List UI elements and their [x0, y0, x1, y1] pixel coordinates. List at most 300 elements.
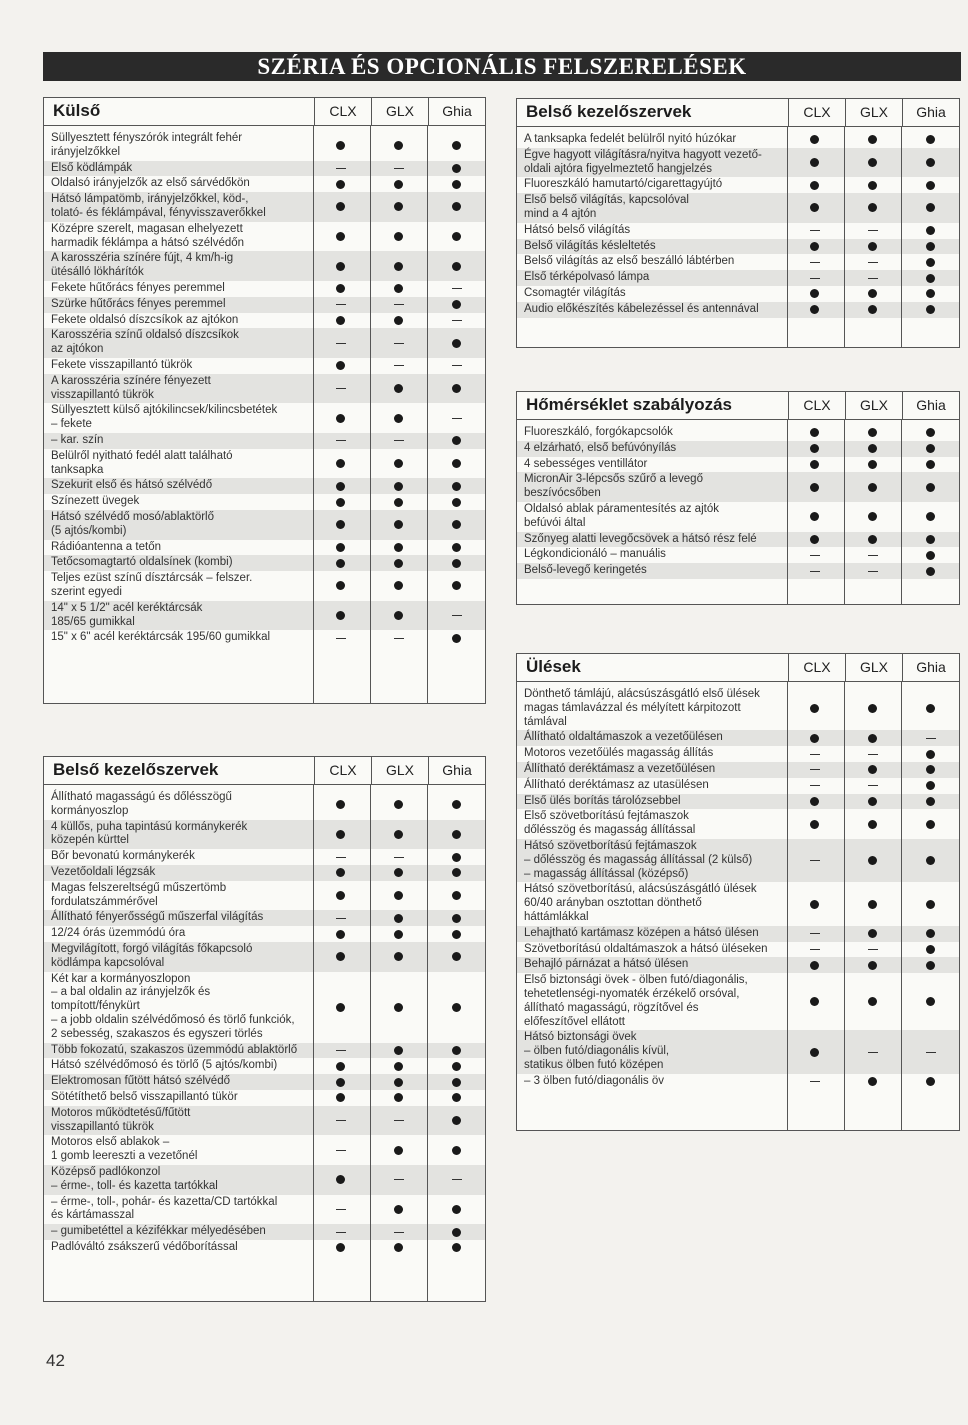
availability-cell — [427, 374, 485, 404]
availability-cell — [427, 358, 485, 374]
standard-dot-icon — [810, 242, 819, 251]
not-available-dash-icon — [810, 278, 820, 279]
table-row — [517, 193, 959, 223]
feature-label: – kar. szín — [51, 433, 104, 446]
table-row — [44, 910, 485, 926]
availability-cell — [901, 794, 959, 810]
standard-dot-icon — [452, 384, 461, 393]
not-available-dash-icon — [868, 230, 878, 231]
standard-dot-icon — [336, 891, 345, 900]
availability-cell — [427, 1074, 485, 1090]
availability-cell — [311, 192, 369, 222]
table-row — [517, 687, 959, 730]
standard-dot-icon — [336, 498, 345, 507]
standard-dot-icon — [452, 482, 461, 491]
table-row — [517, 532, 959, 548]
table-row — [44, 926, 485, 942]
availability-cell — [901, 223, 959, 239]
table-row — [44, 601, 485, 631]
table-row — [517, 148, 959, 178]
standard-dot-icon — [452, 1093, 461, 1102]
standard-dot-icon — [810, 444, 819, 453]
feature-label: Égve hagyott világításra/nyitva hagyott vezető- oldali ajtóra figyelmeztető hangjelzés — [524, 148, 762, 175]
availability-cell — [843, 687, 901, 730]
availability-cell — [785, 177, 843, 193]
table-body — [517, 420, 959, 579]
standard-dot-icon — [868, 460, 877, 469]
feature-label: Audio előkészítés kábelezéssel és antennával — [524, 302, 759, 315]
not-available-dash-icon — [810, 785, 820, 786]
availability-cell — [901, 547, 959, 563]
column-header: Ghia — [902, 392, 959, 419]
table-row — [517, 794, 959, 810]
table-row — [517, 286, 959, 302]
availability-cell — [311, 281, 369, 297]
availability-cell — [901, 926, 959, 942]
standard-dot-icon — [452, 141, 461, 150]
table-row — [44, 358, 485, 374]
availability-cell — [427, 1043, 485, 1059]
availability-cell — [901, 942, 959, 958]
table-title: Külső — [53, 101, 101, 120]
feature-label: Légkondicionáló – manuális — [524, 548, 666, 561]
table-row — [517, 746, 959, 762]
availability-cell — [427, 1224, 485, 1240]
availability-cell — [311, 910, 369, 926]
standard-dot-icon — [452, 180, 461, 189]
not-available-dash-icon — [810, 949, 820, 950]
table-row — [517, 132, 959, 148]
table-row — [517, 254, 959, 270]
standard-dot-icon — [394, 202, 403, 211]
standard-dot-icon — [336, 482, 345, 491]
standard-dot-icon — [926, 274, 935, 283]
standard-dot-icon — [810, 483, 819, 492]
standard-dot-icon — [452, 459, 461, 468]
standard-dot-icon — [452, 914, 461, 923]
standard-dot-icon — [452, 1243, 461, 1252]
standard-dot-icon — [926, 997, 935, 1006]
feature-label: Hátsó lámpatömb, irányjelzőkkel, köd-, tolató- és féklámpával, fényvisszaverőkkel — [51, 193, 266, 219]
column-header: CLX — [788, 654, 845, 681]
table-row — [44, 374, 485, 404]
standard-dot-icon — [394, 498, 403, 507]
availability-cell — [843, 254, 901, 270]
table-row — [517, 223, 959, 239]
table-row — [44, 630, 485, 646]
standard-dot-icon — [336, 202, 345, 211]
availability-cell — [369, 403, 427, 433]
standard-dot-icon — [810, 1048, 819, 1057]
column-divider — [787, 681, 788, 1130]
feature-label: Első ülés borítás tárolózsebbel — [524, 794, 681, 807]
availability-cell — [369, 601, 427, 631]
availability-cell — [901, 762, 959, 778]
availability-cell — [427, 192, 485, 222]
availability-cell — [311, 1090, 369, 1106]
availability-cell — [369, 251, 427, 281]
not-available-dash-icon — [810, 933, 820, 934]
table-row — [44, 510, 485, 540]
availability-cell — [843, 926, 901, 942]
standard-dot-icon — [810, 797, 819, 806]
standard-dot-icon — [452, 232, 461, 241]
feature-label: – gumibetéttel a kézifékkar mélyedésében — [51, 1225, 266, 1238]
table-row — [517, 839, 959, 882]
table-row — [44, 313, 485, 329]
feature-label: Hátsó szövetborítású fejtámaszok – dőlésszög és magasság állítással (2 külső) – magasság állítással (középső) — [524, 839, 753, 880]
standard-dot-icon — [810, 305, 819, 314]
availability-cell — [369, 942, 427, 972]
availability-cell — [843, 730, 901, 746]
not-available-dash-icon — [868, 785, 878, 786]
standard-dot-icon — [868, 820, 877, 829]
standard-dot-icon — [868, 203, 877, 212]
availability-cell — [901, 472, 959, 502]
column-header: GLX — [845, 654, 902, 681]
not-available-dash-icon — [394, 440, 404, 441]
column-header: CLX — [788, 392, 845, 419]
feature-label: Első térképolvasó lámpa — [524, 271, 650, 284]
standard-dot-icon — [452, 1003, 461, 1012]
standard-dot-icon — [336, 520, 345, 529]
feature-label: Fekete visszapillantó tükrök — [51, 358, 193, 371]
standard-dot-icon — [452, 543, 461, 552]
table-row — [517, 563, 959, 579]
availability-cell — [785, 973, 843, 1030]
not-available-dash-icon — [394, 1232, 404, 1233]
availability-cell — [843, 502, 901, 532]
standard-dot-icon — [452, 1062, 461, 1071]
standard-dot-icon — [868, 900, 877, 909]
feature-label: Csomagtér világítás — [524, 286, 626, 299]
availability-cell — [369, 131, 427, 161]
not-available-dash-icon — [810, 555, 820, 556]
table-header — [517, 654, 959, 682]
feature-label: Első szövetborítású fejtámaszok dőlésszög és magasság állítással — [524, 810, 696, 837]
feature-label: Állítható deréktámasz az utasülésen — [524, 778, 709, 791]
availability-cell — [785, 794, 843, 810]
availability-cell — [427, 942, 485, 972]
feature-label: Két kar a kormányoszlopon – a bal oldalin az irányjelzők és tompított/fénykürt – a jobb oldalin szélvédőmosó és törlő funkciók, 2 sebesség, szakaszos és egyszeri törlés — [51, 972, 295, 1040]
availability-cell — [785, 441, 843, 457]
availability-cell — [785, 457, 843, 473]
availability-cell — [427, 478, 485, 494]
availability-cell — [785, 502, 843, 532]
not-available-dash-icon — [810, 754, 820, 755]
standard-dot-icon — [336, 232, 345, 241]
availability-cell — [427, 790, 485, 820]
feature-label: Padlóváltó zsákszerű védőborítással — [51, 1240, 238, 1253]
standard-dot-icon — [394, 891, 403, 900]
feature-label: Tetőcsomagtartó oldalsínek (kombi) — [51, 556, 233, 569]
column-divider — [901, 681, 902, 1130]
standard-dot-icon — [394, 1093, 403, 1102]
standard-dot-icon — [926, 483, 935, 492]
not-available-dash-icon — [336, 1050, 346, 1051]
feature-label: Fluoreszkáló hamutartó/cigarettagyújtó — [524, 178, 723, 191]
availability-cell — [427, 820, 485, 850]
standard-dot-icon — [394, 232, 403, 241]
standard-dot-icon — [394, 611, 403, 620]
availability-cell — [427, 1240, 485, 1256]
availability-cell — [311, 571, 369, 601]
standard-dot-icon — [810, 900, 819, 909]
availability-cell — [369, 790, 427, 820]
feature-label: Szekurit első és hátsó szélvédő — [51, 479, 213, 492]
table-row — [44, 478, 485, 494]
not-available-dash-icon — [868, 949, 878, 950]
standard-dot-icon — [336, 262, 345, 271]
table-body — [44, 126, 485, 646]
feature-label: – 3 ölben futó/diagonális öv — [524, 1074, 665, 1087]
not-available-dash-icon — [452, 418, 462, 419]
availability-cell — [843, 746, 901, 762]
availability-cell — [427, 926, 485, 942]
standard-dot-icon — [868, 289, 877, 298]
availability-cell — [369, 1106, 427, 1136]
standard-dot-icon — [336, 1003, 345, 1012]
availability-cell — [785, 778, 843, 794]
not-available-dash-icon — [336, 857, 346, 858]
feature-label: Hátsó biztonsági övek – ölben futó/diagonális kívül, statikus ölben futó középen — [524, 1031, 670, 1071]
feature-label: Fekete oldalsó díszcsíkok az ajtókon — [51, 313, 239, 326]
standard-dot-icon — [394, 284, 403, 293]
standard-dot-icon — [336, 830, 345, 839]
column-header: Ghia — [428, 98, 485, 125]
standard-dot-icon — [810, 135, 819, 144]
standard-dot-icon — [926, 535, 935, 544]
table-row — [517, 942, 959, 958]
standard-dot-icon — [336, 930, 345, 939]
availability-cell — [427, 1058, 485, 1074]
availability-cell — [785, 532, 843, 548]
not-available-dash-icon — [394, 304, 404, 305]
availability-cell — [427, 540, 485, 556]
table-header — [517, 99, 959, 127]
standard-dot-icon — [336, 543, 345, 552]
not-available-dash-icon — [452, 288, 462, 289]
availability-cell — [369, 297, 427, 313]
column-header: Ghia — [428, 757, 485, 784]
table-row — [44, 1090, 485, 1106]
table-row — [44, 403, 485, 433]
table-row — [517, 1030, 959, 1073]
availability-cell — [369, 972, 427, 1043]
not-available-dash-icon — [336, 1150, 346, 1151]
standard-dot-icon — [336, 952, 345, 961]
availability-cell — [369, 478, 427, 494]
availability-cell — [843, 457, 901, 473]
feature-label: Hátsó szövetborítású, alácsúszásgátló ülések 60/40 arányban osztottan dönthető háttámlákkal — [524, 883, 757, 923]
feature-label: MicronAir 3-lépcsős szűrő a levegő beszívócsőben — [524, 473, 703, 500]
availability-cell — [369, 433, 427, 449]
availability-cell — [427, 494, 485, 510]
availability-cell — [427, 972, 485, 1043]
availability-cell — [785, 132, 843, 148]
standard-dot-icon — [336, 1078, 345, 1087]
standard-dot-icon — [926, 460, 935, 469]
table-header — [44, 98, 485, 126]
feature-label: – érme-, toll-, pohár- és kazetta/CD tartókkal és kártámasszal — [51, 1195, 278, 1222]
availability-cell — [311, 972, 369, 1043]
feature-label: Motoros vezetőülés magasság állítás — [524, 747, 714, 760]
table-row — [44, 1043, 485, 1059]
page-number: 42 — [46, 1351, 65, 1370]
feature-label: Rádióantenna a tetőn — [51, 540, 161, 553]
feature-label: 15" x 6" acél keréktárcsák 195/60 gumikkal — [51, 631, 271, 644]
column-header: GLX — [845, 99, 902, 126]
feature-label: A tanksapka fedelét belülről nyitó húzókar — [524, 133, 737, 145]
availability-cell — [901, 563, 959, 579]
standard-dot-icon — [394, 1146, 403, 1155]
feature-label: Fekete hűtőrács fényes peremmel — [51, 281, 225, 294]
feature-label: Hátsó szélvédőmosó és törlő (5 ajtós/kombi) — [51, 1059, 278, 1072]
standard-dot-icon — [868, 158, 877, 167]
feature-label: Hátsó szélvédő mosó/ablaktörlő (5 ajtós/kombi) — [51, 510, 214, 537]
feature-label: Állítható oldaltámaszok a vezetőülésen — [524, 731, 723, 744]
standard-dot-icon — [868, 512, 877, 521]
feature-label: Több fokozatú, szakaszos üzemmódú ablaktörlő — [51, 1043, 298, 1056]
availability-cell — [427, 1195, 485, 1225]
standard-dot-icon — [926, 929, 935, 938]
availability-cell — [427, 630, 485, 646]
table-kulso — [43, 97, 486, 704]
availability-cell — [311, 494, 369, 510]
standard-dot-icon — [394, 952, 403, 961]
table-row — [517, 778, 959, 794]
availability-cell — [311, 1195, 369, 1225]
standard-dot-icon — [394, 543, 403, 552]
column-divider — [370, 784, 371, 1301]
table-row — [44, 176, 485, 192]
availability-cell — [901, 809, 959, 839]
availability-cell — [901, 532, 959, 548]
availability-cell — [311, 926, 369, 942]
availability-cell — [785, 839, 843, 882]
availability-cell — [785, 809, 843, 839]
feature-label: Karosszéria színű oldalsó díszcsíkok az ajtókon — [51, 329, 239, 356]
table-row — [44, 1240, 485, 1256]
availability-cell — [901, 687, 959, 730]
feature-label: Lehajtható kartámasz középen a hátsó ülésen — [524, 926, 759, 939]
availability-cell — [369, 1165, 427, 1195]
standard-dot-icon — [452, 1205, 461, 1214]
availability-cell — [785, 563, 843, 579]
availability-cell — [311, 1043, 369, 1059]
not-available-dash-icon — [926, 1052, 936, 1053]
standard-dot-icon — [452, 498, 461, 507]
table-row — [44, 555, 485, 571]
availability-cell — [785, 223, 843, 239]
not-available-dash-icon — [810, 262, 820, 263]
not-available-dash-icon — [868, 1052, 878, 1053]
availability-cell — [369, 849, 427, 865]
availability-cell — [369, 910, 427, 926]
not-available-dash-icon — [336, 168, 346, 169]
availability-cell — [311, 790, 369, 820]
availability-cell — [427, 403, 485, 433]
availability-cell — [369, 222, 427, 252]
standard-dot-icon — [394, 141, 403, 150]
standard-dot-icon — [336, 611, 345, 620]
availability-cell — [843, 778, 901, 794]
feature-label: Állítható magasságú és dőlésszögű kormányoszlop — [51, 791, 232, 817]
availability-cell — [843, 794, 901, 810]
standard-dot-icon — [926, 289, 935, 298]
availability-cell — [427, 881, 485, 911]
table-row — [517, 1074, 959, 1090]
table-row — [44, 881, 485, 911]
standard-dot-icon — [452, 868, 461, 877]
standard-dot-icon — [926, 1077, 935, 1086]
availability-cell — [843, 286, 901, 302]
table-row — [44, 297, 485, 313]
standard-dot-icon — [926, 444, 935, 453]
availability-cell — [311, 131, 369, 161]
availability-cell — [311, 161, 369, 177]
standard-dot-icon — [336, 141, 345, 150]
availability-cell — [901, 148, 959, 178]
table-row — [44, 1106, 485, 1136]
availability-cell — [843, 839, 901, 882]
availability-cell — [901, 441, 959, 457]
not-available-dash-icon — [926, 738, 936, 739]
standard-dot-icon — [394, 520, 403, 529]
table-row — [44, 1135, 485, 1165]
feature-label: Süllyesztett fényszórók integrált fehér irányjelzőkkel — [51, 132, 243, 158]
standard-dot-icon — [452, 339, 461, 348]
feature-label: 14" x 5 1/2" acél keréktárcsák 185/65 gumikkal — [51, 601, 203, 628]
column-divider — [427, 784, 428, 1301]
standard-dot-icon — [394, 559, 403, 568]
availability-cell — [785, 254, 843, 270]
availability-cell — [843, 882, 901, 925]
standard-dot-icon — [452, 952, 461, 961]
standard-dot-icon — [452, 853, 461, 862]
table-header — [517, 392, 959, 420]
standard-dot-icon — [336, 800, 345, 809]
standard-dot-icon — [810, 535, 819, 544]
feature-label: Állítható fényerősségű műszerfal világítás — [51, 911, 264, 924]
feature-label: 4 sebességes ventillátor — [524, 457, 648, 470]
column-divider — [787, 419, 788, 604]
table-row — [517, 239, 959, 255]
feature-label: 4 elzárható, első befúvónyílás — [524, 441, 677, 454]
column-divider — [787, 126, 788, 347]
availability-cell — [843, 957, 901, 973]
feature-label: Fluoreszkáló, forgókapcsolók — [524, 426, 673, 438]
standard-dot-icon — [452, 1116, 461, 1125]
table-title: Hőmérséklet szabályozás — [526, 395, 732, 414]
feature-label: Motoros működtetésű/fűtött visszapillantó tükrök — [51, 1106, 191, 1133]
availability-cell — [369, 1090, 427, 1106]
standard-dot-icon — [336, 180, 345, 189]
table-row — [517, 472, 959, 502]
availability-cell — [427, 328, 485, 358]
standard-dot-icon — [394, 800, 403, 809]
standard-dot-icon — [394, 316, 403, 325]
availability-cell — [843, 148, 901, 178]
availability-cell — [427, 571, 485, 601]
table-row — [44, 1074, 485, 1090]
feature-label: Középre szerelt, magasan elhelyezett harmadik féklámpa a hátsó szélvédőn — [51, 222, 245, 249]
availability-cell — [311, 297, 369, 313]
standard-dot-icon — [868, 961, 877, 970]
availability-cell — [369, 281, 427, 297]
column-header: GLX — [845, 392, 902, 419]
availability-cell — [427, 281, 485, 297]
